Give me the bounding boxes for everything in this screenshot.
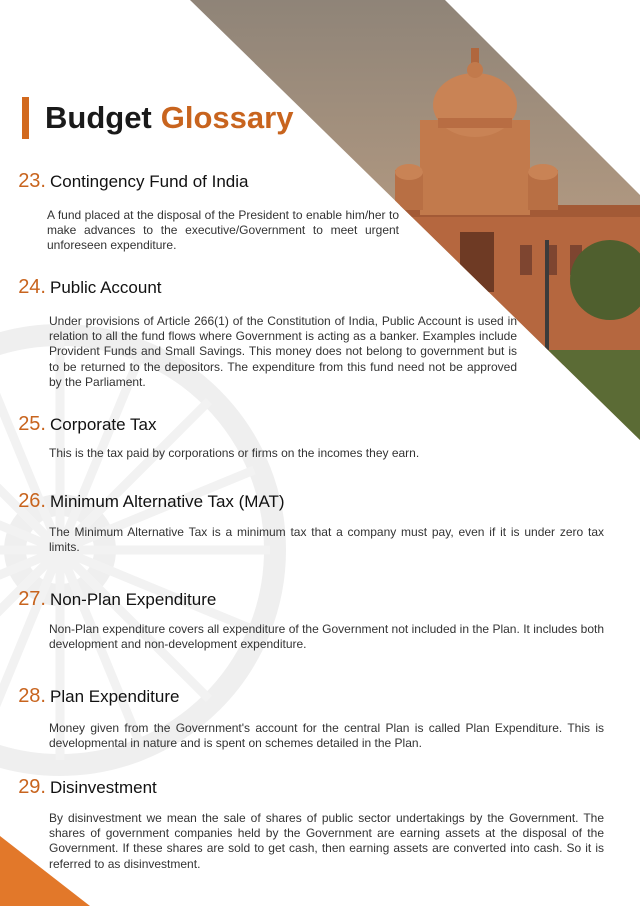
entry-term: Public Account: [50, 278, 162, 297]
entry-description: By disinvestment we mean the sale of shares of public sector undertakings by the Government. The shares of government companies held by the Government are earning assets at the disposal of the Government. If these shares are sold to get cash, then earning assets are converted into cash. So it is referred to as disinvestment.: [49, 811, 604, 871]
entry-number: 29.: [18, 776, 46, 798]
entry-term: Plan Expenditure: [50, 687, 180, 706]
title-word-glossary: Glossary: [160, 100, 294, 135]
entry-term: Disinvestment: [50, 778, 157, 797]
entry-number: 28.: [18, 685, 46, 707]
glossary-entry: [0, 685, 604, 751]
glossary-entry: [0, 276, 517, 389]
entry-description: This is the tax paid by corporations or firms on the incomes they earn.: [49, 446, 420, 460]
glossary-entry: [0, 413, 420, 460]
glossary-entry: [0, 776, 604, 871]
glossary-entry: [0, 490, 604, 555]
entry-term: Non-Plan Expenditure: [50, 590, 217, 609]
title-word-budget: Budget: [45, 100, 152, 135]
entry-description: The Minimum Alternative Tax is a minimum tax that a company must pay, even if it is under zero tax limits.: [49, 525, 604, 555]
page-title: [45, 100, 293, 136]
entry-term: Corporate Tax: [50, 415, 157, 434]
glossary-entry: [0, 170, 399, 253]
entry-description: Under provisions of Article 266(1) of the Constitution of India, Public Account is used in relation to all the fund flows where Government is acting as a banker. Examples include Provident Funds and Small Savings. This money does not belong to government but is to be returned to the depositors. The expenditure from this fund need not be approved by the Parliament.: [49, 314, 517, 389]
entry-number: 24.: [18, 276, 46, 298]
header-accent-bar: [22, 97, 29, 139]
entry-term: Contingency Fund of India: [50, 172, 249, 191]
entry-number: 25.: [18, 413, 46, 435]
entry-description: Non-Plan expenditure covers all expenditure of the Government not included in the Plan. It includes both development and non-development expenditure.: [49, 622, 604, 652]
entry-number: 26.: [18, 490, 46, 512]
entry-number: 27.: [18, 588, 46, 610]
entry-description: A fund placed at the disposal of the President to enable him/her to make advances to the executive/Government to meet urgent unforeseen expenditure.: [47, 208, 399, 253]
entry-number: 23.: [18, 170, 46, 192]
entry-term: Minimum Alternative Tax (MAT): [50, 492, 285, 511]
glossary-entry: [0, 588, 604, 652]
entry-description: Money given from the Government's account for the central Plan is called Plan Expenditure. This is developmental in nature and is spent on schemes detailed in the Plan.: [49, 721, 604, 751]
page-header: [22, 97, 293, 139]
